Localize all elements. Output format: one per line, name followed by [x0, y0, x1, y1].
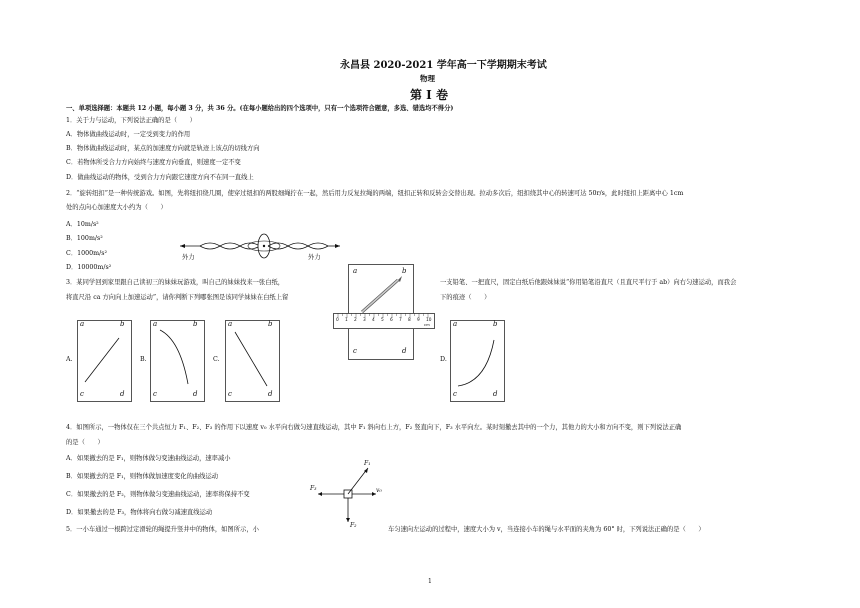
subject-title: 物理	[420, 74, 435, 83]
ruler-tick-labels	[336, 318, 432, 325]
q3-c-corner-c: c	[228, 390, 232, 398]
section-heading: 一、单项选择题：本题共 12 小题，每小题 3 分，共 36 分。(在每小题给出的四个选项中，只有一个选项符合题意，多选、错选均不得分)	[66, 105, 454, 112]
force-label-right: 外力	[308, 254, 321, 261]
corner-c: c	[353, 347, 357, 355]
q1-option-d: D．做曲线运动的物体，受到合力方向跟它速度方向不在同一直线上	[66, 174, 254, 181]
ruler-tick-label: 5	[381, 318, 384, 323]
ruler-tick-label: 3	[363, 318, 366, 323]
q3-b-corner-c: c	[153, 390, 157, 398]
q1-option-b: B．物体做曲线运动时，某点的加速度方向就是轨迹上该点的切线方向	[66, 145, 260, 152]
q3-c-corner-a: a	[228, 320, 233, 328]
force-label-f1: F₁	[364, 460, 371, 467]
q3-stem-line2a: 将直尺沿 ca 方向向上加速运动”，请你判断下列哪张图是该同学妹妹在白纸上留	[66, 294, 289, 301]
ruler-unit: cm	[424, 322, 430, 327]
velocity-label-v0: v₀	[376, 487, 382, 494]
ruler-tick-label: 10	[426, 318, 432, 323]
q3-option-d-label: D.	[440, 356, 447, 363]
q5-stem-part1: 5．一小车通过一根跨过定滑轮的绳提升竖井中的物体，如图所示，小	[66, 526, 259, 533]
q3-b-corner-b: b	[193, 320, 198, 328]
q3-d-corner-c: c	[453, 390, 457, 398]
q2-stem-line1: 2．“旋转纽扣”是一种传统游戏。如图，先将纽扣绕几圈，使穿过纽扣的两股细绳拧在一起，然后用力反复拉绳的两端，纽扣正转和反转会交替出现。拉动多次后，纽扣绕其中心的转速可达 50r/s，此时纽扣上距离中心 1cm	[66, 190, 684, 197]
q3-d-corner-b: b	[493, 320, 498, 328]
ruler-tick-label: 2	[354, 318, 357, 323]
q3-d-corner-d: d	[493, 390, 498, 398]
q3-option-a-trace	[77, 320, 130, 400]
ruler-tick-label: 4	[372, 318, 375, 323]
q3-stem-line1b: 一支铅笔、一把直尺，固定白纸后他跟妹妹说“你用铅笔沿直尺（且直尺平行于 ab）向右匀速运动，而我会	[440, 279, 737, 286]
q3-option-b-trace	[150, 320, 203, 400]
exam-title: 永昌县 2020-2021 学年高一下学期期末考试	[340, 60, 547, 71]
q2-option-d: D．10000m/s²	[66, 264, 112, 271]
ruler-tick-label: 1	[345, 318, 348, 323]
q2-option-c: C．1000m/s²	[66, 250, 107, 257]
corner-a: a	[353, 267, 358, 275]
q3-option-b-label: B.	[140, 356, 147, 363]
q3-b-corner-d: d	[193, 390, 198, 398]
force-label-left: 外力	[182, 254, 195, 261]
q2-option-b: B．100m/s²	[66, 235, 103, 242]
q3-option-d-trace	[450, 320, 503, 400]
q3-option-c-trace	[225, 320, 278, 400]
q3-c-corner-b: b	[268, 320, 273, 328]
q2-stem-line2: 处的点向心加速度大小约为（ ）	[66, 204, 167, 211]
corner-d: d	[402, 347, 407, 355]
q3-a-corner-d: d	[120, 390, 125, 398]
q3-option-c-label: C.	[213, 356, 220, 363]
force-label-f3: F₃	[310, 485, 317, 492]
q3-a-corner-b: b	[120, 320, 125, 328]
q3-option-a-label: A.	[66, 356, 73, 363]
q3-stem-line1a: 3．某同学回到家里跟自己读初三的妹妹玩游戏，叫自己的妹妹找来一张白纸，	[66, 279, 285, 286]
q1-stem: 1．关于力与运动，下列说法正确的是（ ）	[66, 117, 196, 124]
volume-title: 第 I 卷	[410, 88, 448, 102]
ruler-tick-label: 0	[336, 318, 339, 323]
q3-a-corner-c: c	[80, 390, 84, 398]
force-label-f2: F₂	[350, 522, 357, 529]
q4-option-d: D．如果撤去的是 F₃，物体将向右做匀减速直线运动	[66, 509, 213, 516]
q4-option-a: A．如果撤去的是 F₁，则物体做匀变速曲线运动，速率减小	[66, 455, 231, 462]
q5-stem-part2: 车匀速向左运动的过程中，速度大小为 v，当连接小车的绳与水平面的夹角为 60° 时，下列说法正确的是（ ）	[388, 526, 705, 533]
pencil-figure	[360, 276, 404, 314]
q1-option-c: C．若物体所受合力方向始终与速度方向垂直，则速度一定不变	[66, 159, 241, 166]
q4-option-b: B．如果撤去的是 F₁，则物体做加速度变化的曲线运动	[66, 473, 219, 480]
q3-b-corner-a: a	[153, 320, 158, 328]
q2-option-a: A．10m/s²	[66, 221, 99, 228]
q4-stem-line1: 4．如图所示，一物体仅在三个共点恒力 F₁、F₂、F₃ 的作用下以速度 v₀ 水平向右做匀速直线运动，其中 F₁ 斜向右上方，F₂ 竖直向下，F₃ 水平向左。某时刻撤去其中的一个力，其他力的大小和方向不变，则下列说法正确	[66, 424, 682, 431]
q3-a-corner-a: a	[80, 320, 85, 328]
page-number: 1	[428, 578, 432, 585]
q4-option-c: C．如果撤去的是 F₂，则物体做匀变速曲线运动，速率将保持不变	[66, 491, 250, 498]
q3-c-corner-d: d	[268, 390, 273, 398]
corner-b: b	[402, 267, 407, 275]
ruler-tick-label: 7	[399, 318, 402, 323]
ruler-tick-label: 8	[408, 318, 411, 323]
q3-d-corner-a: a	[453, 320, 458, 328]
q3-stem-line2b: 下的痕迹（ ）	[440, 294, 491, 301]
ruler-tick-label: 6	[390, 318, 393, 323]
q1-option-a: A．物体做曲线运动时，一定受到变力的作用	[66, 131, 191, 138]
q4-stem-line2: 的是（ ）	[66, 439, 104, 446]
ruler-tick-label: 9	[417, 318, 420, 323]
